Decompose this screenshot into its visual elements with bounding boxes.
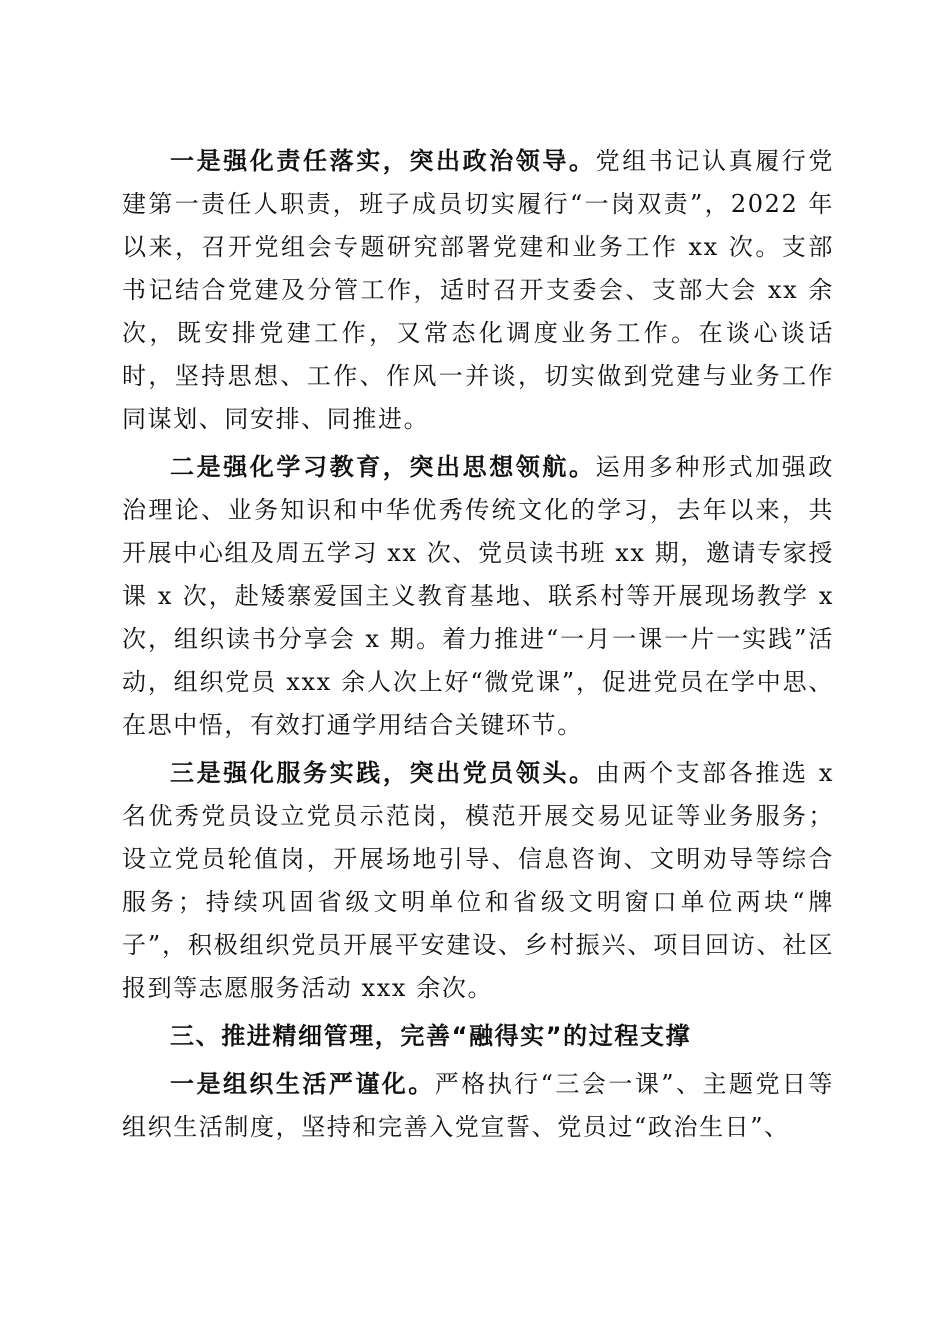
paragraph-body: 运用多种形式加强政治理论、业务知识和中华优秀传统文化的学习，去年以来，共开展中心组及周五学习 xx 次、党员读书班 xx 期，邀请专家授课 x 次，赴矮寨爱国主义教育基地、联系村等开展现场教学 x 次，组织读书分享会 x 期。着力推进“一月一课一片一实践”活动，组织党员 xxx 余人次上好“微党课”，促进党员在学中思、在思中悟，有效打通学用结合关键环节。 [122, 453, 834, 739]
paragraph-lead: 一是强化责任落实，突出政治领导。 [170, 147, 596, 175]
paragraph-body: 党组书记认真履行党建第一责任人职责，班子成员切实履行“一岗双责”，2022 年以来，召开党组会专题研究部署党建和业务工作 xx 次。支部书记结合党建及分管工作，适时召开支委会、支部大会 xx 余次，既安排党建工作，又常态化调度业务工作。在谈心谈话时，坚持思想、工作、作风一并谈，切实做到党建与业务工作同谋划、同安排、同推进。 [122, 147, 834, 433]
section-heading: 三、推进精细管理，完善“融得实”的过程支撑 [170, 1022, 692, 1050]
paragraph-education [122, 446, 834, 747]
paragraph-body: 严格执行“三会一课”、主题党日等组织生活制度，坚持和完善入党宣誓、党员过“政治生日”、 [122, 1070, 835, 1141]
paragraph-lead: 二是强化学习教育，突出思想领航。 [170, 453, 596, 481]
paragraph-service [122, 752, 834, 1010]
paragraph-organization [122, 1063, 834, 1149]
paragraph-body: 由两个支部各推选 x 名优秀党员设立党员示范岗，模范开展交易见证等业务服务；设立党员轮值岗，开展场地引导、信息咨询、文明劝导等综合服务；持续巩固省级文明单位和省级文明窗口单位两块“牌子”，积极组织党员开展平安建设、乡村振兴、项目回访、社区报到等志愿服务活动 xxx 余次。 [122, 759, 834, 1002]
paragraph-lead: 一是组织生活严谨化。 [170, 1070, 435, 1098]
paragraph-responsibility [122, 140, 834, 441]
document-body [122, 140, 834, 1154]
paragraph-lead: 三是强化服务实践，突出党员领头。 [170, 759, 596, 787]
